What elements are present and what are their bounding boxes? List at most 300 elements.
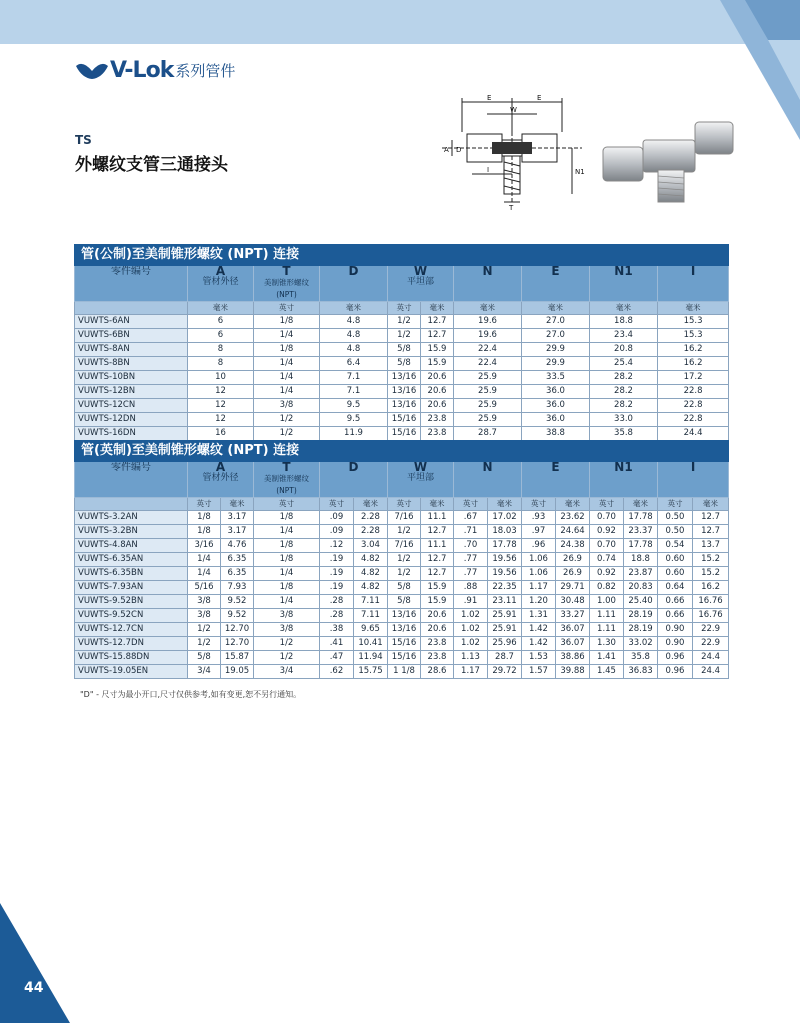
value-cell: 15.75: [354, 665, 388, 679]
part-number-cell: VUWTS-6AN: [75, 315, 188, 329]
unit-inch: 英寸: [454, 498, 488, 511]
value-cell: 28.2: [590, 385, 658, 399]
value-cell: 1.11: [590, 623, 624, 637]
value-cell: 1/2: [388, 329, 421, 343]
part-number-cell: VUWTS-19.05EN: [75, 665, 188, 679]
value-cell: 23.62: [556, 511, 590, 525]
value-cell: 1/2: [388, 315, 421, 329]
value-cell: 36.07: [556, 623, 590, 637]
imperial-spec-table: [74, 440, 729, 679]
footnote: "D" - 尺寸为最小开口,尺寸仅供参考,如有变更,恕不另行通知。: [80, 690, 302, 699]
value-cell: 1/4: [254, 329, 320, 343]
value-cell: 0.66: [658, 595, 693, 609]
diagram-label-e2: E: [537, 94, 542, 102]
unit-blank: [75, 302, 188, 315]
value-cell: 12.7: [693, 511, 729, 525]
value-cell: 7.93: [221, 581, 254, 595]
product-title: 外螺纹支管三通接头: [75, 155, 228, 175]
value-cell: 9.52: [221, 595, 254, 609]
part-number-cell: VUWTS-4.8AN: [75, 539, 188, 553]
value-cell: 13/16: [388, 609, 421, 623]
brand-suffix: 系列管件: [175, 62, 236, 80]
value-cell: .38: [320, 623, 354, 637]
value-cell: 1/4: [188, 567, 221, 581]
header-a: A 管材外径: [188, 266, 254, 302]
value-cell: 5/8: [388, 581, 421, 595]
value-cell: 16.2: [658, 357, 729, 371]
value-cell: 10.41: [354, 637, 388, 651]
value-cell: 23.4: [590, 329, 658, 343]
value-cell: 8: [188, 357, 254, 371]
value-cell: 0.74: [590, 553, 624, 567]
value-cell: 25.9: [454, 385, 522, 399]
value-cell: 23.8: [421, 427, 454, 441]
value-cell: 15.9: [421, 357, 454, 371]
part-number-cell: VUWTS-3.2AN: [75, 511, 188, 525]
value-cell: 5/8: [188, 651, 221, 665]
product-code: TS: [75, 133, 92, 147]
value-cell: 1/4: [254, 567, 320, 581]
value-cell: 4.8: [320, 343, 388, 357]
value-cell: 6.35: [221, 553, 254, 567]
value-cell: 1/2: [254, 427, 320, 441]
value-cell: 4.76: [221, 539, 254, 553]
value-cell: 1.17: [522, 581, 556, 595]
value-cell: .62: [320, 665, 354, 679]
value-cell: 5/8: [388, 595, 421, 609]
value-cell: 25.4: [590, 357, 658, 371]
value-cell: 13/16: [388, 371, 421, 385]
value-cell: 4.82: [354, 581, 388, 595]
value-cell: 28.6: [421, 665, 454, 679]
value-cell: 12.7: [421, 553, 454, 567]
value-cell: 20.6: [421, 399, 454, 413]
value-cell: 0.90: [658, 637, 693, 651]
brand-name: V-Lok: [110, 58, 174, 83]
value-cell: .71: [454, 525, 488, 539]
value-cell: 3/8: [254, 623, 320, 637]
value-cell: 13/16: [388, 623, 421, 637]
value-cell: .19: [320, 581, 354, 595]
value-cell: 15/16: [388, 427, 421, 441]
value-cell: 19.6: [454, 329, 522, 343]
value-cell: 20.83: [624, 581, 658, 595]
value-cell: 20.8: [590, 343, 658, 357]
value-cell: 12.7: [421, 567, 454, 581]
value-cell: 1/2: [388, 553, 421, 567]
part-number-cell: VUWTS-3.2BN: [75, 525, 188, 539]
unit-mm: 毫米: [488, 498, 522, 511]
value-cell: 18.8: [624, 553, 658, 567]
part-number-cell: VUWTS-6BN: [75, 329, 188, 343]
value-cell: 3/4: [254, 665, 320, 679]
value-cell: 0.54: [658, 539, 693, 553]
value-cell: 1/8: [254, 511, 320, 525]
value-cell: 20.6: [421, 609, 454, 623]
value-cell: 4.8: [320, 315, 388, 329]
value-cell: 23.8: [421, 413, 454, 427]
unit-inch: 英寸: [522, 498, 556, 511]
value-cell: 1/4: [188, 553, 221, 567]
unit-mm: 毫米: [221, 498, 254, 511]
value-cell: 16.76: [693, 595, 729, 609]
value-cell: 22.8: [658, 385, 729, 399]
value-cell: 3/8: [254, 399, 320, 413]
value-cell: .28: [320, 595, 354, 609]
value-cell: 35.8: [624, 651, 658, 665]
header-a: A 管材外径: [188, 462, 254, 498]
value-cell: .91: [454, 595, 488, 609]
unit-mm: 毫米: [320, 302, 388, 315]
table-row: [75, 413, 729, 427]
value-cell: 1/4: [254, 595, 320, 609]
value-cell: 1/8: [254, 539, 320, 553]
value-cell: 25.9: [454, 399, 522, 413]
value-cell: 9.5: [320, 413, 388, 427]
top-band: [0, 0, 800, 44]
value-cell: 0.64: [658, 581, 693, 595]
value-cell: 25.9: [454, 413, 522, 427]
value-cell: 0.90: [658, 623, 693, 637]
value-cell: 24.4: [693, 665, 729, 679]
brand-logo: [74, 58, 235, 83]
value-cell: 3/8: [188, 595, 221, 609]
value-cell: 1.53: [522, 651, 556, 665]
value-cell: 25.91: [488, 609, 522, 623]
unit-mm: 毫米: [522, 302, 590, 315]
header-d: D: [320, 462, 388, 498]
value-cell: 33.5: [522, 371, 590, 385]
diagram-label-a: A: [444, 146, 449, 154]
part-number-cell: VUWTS-12.7CN: [75, 623, 188, 637]
value-cell: .09: [320, 525, 354, 539]
value-cell: 3.04: [354, 539, 388, 553]
value-cell: 1.06: [522, 567, 556, 581]
table-row: [75, 427, 729, 441]
table-row: [75, 525, 729, 539]
unit-mm: 毫米: [693, 498, 729, 511]
unit-inch: 英寸: [590, 498, 624, 511]
value-cell: 1.45: [590, 665, 624, 679]
value-cell: 12.7: [421, 315, 454, 329]
value-cell: 1.30: [590, 637, 624, 651]
imperial-table-title: 管(英制)至美制锥形螺纹 (NPT) 连接: [75, 441, 729, 462]
value-cell: 25.40: [624, 595, 658, 609]
value-cell: 1/8: [254, 343, 320, 357]
value-cell: 23.87: [624, 567, 658, 581]
value-cell: 1/2: [388, 567, 421, 581]
value-cell: 1/2: [388, 525, 421, 539]
header-t: T 美制锥形螺纹 (NPT): [254, 266, 320, 302]
table-row: [75, 553, 729, 567]
part-number-cell: VUWTS-12CN: [75, 399, 188, 413]
table-row: [75, 329, 729, 343]
value-cell: 7.11: [354, 595, 388, 609]
value-cell: 3/8: [254, 609, 320, 623]
value-cell: 1.06: [522, 553, 556, 567]
value-cell: 2.28: [354, 525, 388, 539]
value-cell: 12: [188, 399, 254, 413]
part-number-cell: VUWTS-12DN: [75, 413, 188, 427]
part-number-cell: VUWTS-9.52BN: [75, 595, 188, 609]
value-cell: 12.7: [693, 525, 729, 539]
value-cell: 6: [188, 315, 254, 329]
value-cell: 11.94: [354, 651, 388, 665]
value-cell: 1.02: [454, 637, 488, 651]
value-cell: .09: [320, 511, 354, 525]
value-cell: 1.41: [590, 651, 624, 665]
value-cell: 17.78: [488, 539, 522, 553]
value-cell: 16.2: [693, 581, 729, 595]
value-cell: 22.9: [693, 637, 729, 651]
value-cell: 15.9: [421, 595, 454, 609]
value-cell: 25.96: [488, 637, 522, 651]
value-cell: 19.56: [488, 567, 522, 581]
value-cell: 1/2: [188, 637, 221, 651]
part-number-cell: VUWTS-8BN: [75, 357, 188, 371]
value-cell: 17.78: [624, 539, 658, 553]
value-cell: 0.50: [658, 511, 693, 525]
value-cell: 2.28: [354, 511, 388, 525]
value-cell: .93: [522, 511, 556, 525]
value-cell: 19.05: [221, 665, 254, 679]
value-cell: 1/2: [188, 623, 221, 637]
value-cell: 0.70: [590, 539, 624, 553]
value-cell: 0.96: [658, 665, 693, 679]
value-cell: 26.9: [556, 567, 590, 581]
value-cell: 22.8: [658, 413, 729, 427]
value-cell: 13/16: [388, 385, 421, 399]
diagram-label-i: I: [487, 166, 490, 174]
value-cell: 26.9: [556, 553, 590, 567]
unit-mm: 毫米: [658, 302, 729, 315]
part-number-cell: VUWTS-6.35AN: [75, 553, 188, 567]
value-cell: 1.20: [522, 595, 556, 609]
value-cell: 1/8: [254, 553, 320, 567]
value-cell: 1/2: [254, 413, 320, 427]
value-cell: 18.8: [590, 315, 658, 329]
product-photo: [598, 112, 738, 207]
value-cell: 3.17: [221, 511, 254, 525]
value-cell: 3.17: [221, 525, 254, 539]
header-n1: N1: [590, 266, 658, 302]
diagram-label-d: D: [456, 146, 462, 154]
value-cell: 7.11: [354, 609, 388, 623]
value-cell: 28.7: [488, 651, 522, 665]
header-w: W 平坦部: [388, 462, 454, 498]
part-number-cell: VUWTS-15.88DN: [75, 651, 188, 665]
table-row: [75, 637, 729, 651]
value-cell: 15.2: [693, 567, 729, 581]
header-d: D: [320, 266, 388, 302]
value-cell: 22.35: [488, 581, 522, 595]
unit-mm: 毫米: [590, 302, 658, 315]
value-cell: 6.35: [221, 567, 254, 581]
value-cell: 1.02: [454, 609, 488, 623]
table-row: [75, 651, 729, 665]
value-cell: 1.42: [522, 623, 556, 637]
value-cell: 12.70: [221, 623, 254, 637]
value-cell: 35.8: [590, 427, 658, 441]
value-cell: 22.8: [658, 399, 729, 413]
value-cell: 1 1/8: [388, 665, 421, 679]
value-cell: 16.2: [658, 343, 729, 357]
table-row: [75, 357, 729, 371]
bottom-corner-decoration: [0, 903, 70, 1023]
value-cell: 29.9: [522, 357, 590, 371]
value-cell: 17.2: [658, 371, 729, 385]
table-row: [75, 385, 729, 399]
value-cell: 5/8: [388, 357, 421, 371]
value-cell: 15/16: [388, 651, 421, 665]
table-row: [75, 539, 729, 553]
unit-mm: 毫米: [556, 498, 590, 511]
value-cell: 17.78: [624, 511, 658, 525]
value-cell: 10: [188, 371, 254, 385]
value-cell: 28.2: [590, 371, 658, 385]
value-cell: 7/16: [388, 511, 421, 525]
unit-blank: [75, 498, 188, 511]
header-e: E: [522, 462, 590, 498]
value-cell: 7/16: [388, 539, 421, 553]
unit-inch: 英寸: [388, 498, 421, 511]
value-cell: .88: [454, 581, 488, 595]
table-row: [75, 315, 729, 329]
value-cell: 29.72: [488, 665, 522, 679]
value-cell: 22.4: [454, 357, 522, 371]
value-cell: .19: [320, 567, 354, 581]
unit-mm: 毫米: [421, 302, 454, 315]
value-cell: 0.50: [658, 525, 693, 539]
value-cell: 9.65: [354, 623, 388, 637]
value-cell: 20.6: [421, 623, 454, 637]
value-cell: 3/8: [188, 609, 221, 623]
value-cell: 30.48: [556, 595, 590, 609]
value-cell: .96: [522, 539, 556, 553]
value-cell: 11.1: [421, 511, 454, 525]
diagram-label-e: E: [487, 94, 492, 102]
value-cell: 12.7: [421, 329, 454, 343]
value-cell: 28.7: [454, 427, 522, 441]
value-cell: 1/4: [254, 357, 320, 371]
unit-inch: 英寸: [254, 302, 320, 315]
value-cell: 13/16: [388, 399, 421, 413]
part-number-cell: VUWTS-8AN: [75, 343, 188, 357]
value-cell: 4.8: [320, 329, 388, 343]
unit-mm: 毫米: [421, 498, 454, 511]
value-cell: 29.71: [556, 581, 590, 595]
table-row: [75, 567, 729, 581]
value-cell: 23.8: [421, 651, 454, 665]
value-cell: 23.8: [421, 637, 454, 651]
part-number-cell: VUWTS-6.35BN: [75, 567, 188, 581]
unit-mm: 毫米: [354, 498, 388, 511]
value-cell: 4.82: [354, 567, 388, 581]
value-cell: 38.8: [522, 427, 590, 441]
value-cell: 1/8: [254, 581, 320, 595]
table-row: [75, 371, 729, 385]
part-number-cell: VUWTS-7.93AN: [75, 581, 188, 595]
value-cell: .19: [320, 553, 354, 567]
header-part: 零件编号: [75, 462, 188, 498]
value-cell: 15/16: [388, 637, 421, 651]
part-number-cell: VUWTS-9.52CN: [75, 609, 188, 623]
value-cell: 22.4: [454, 343, 522, 357]
table-row: [75, 623, 729, 637]
value-cell: 3/16: [188, 539, 221, 553]
header-i: I: [658, 462, 729, 498]
value-cell: 12: [188, 413, 254, 427]
unit-mm: 毫米: [188, 302, 254, 315]
value-cell: .47: [320, 651, 354, 665]
header-part: 零件编号: [75, 266, 188, 302]
value-cell: 1/4: [254, 385, 320, 399]
value-cell: 11.1: [421, 539, 454, 553]
value-cell: 16: [188, 427, 254, 441]
value-cell: 18.03: [488, 525, 522, 539]
value-cell: 0.82: [590, 581, 624, 595]
value-cell: 23.37: [624, 525, 658, 539]
value-cell: 1.11: [590, 609, 624, 623]
diagram-label-n1: N1: [575, 168, 585, 176]
unit-mm: 毫米: [454, 302, 522, 315]
table-row: [75, 595, 729, 609]
value-cell: .77: [454, 553, 488, 567]
value-cell: 13.7: [693, 539, 729, 553]
value-cell: 19.56: [488, 553, 522, 567]
value-cell: 0.60: [658, 553, 693, 567]
value-cell: 9.52: [221, 609, 254, 623]
value-cell: 8: [188, 343, 254, 357]
value-cell: 1/8: [188, 511, 221, 525]
part-number-cell: VUWTS-12BN: [75, 385, 188, 399]
value-cell: 17.02: [488, 511, 522, 525]
value-cell: 24.4: [693, 651, 729, 665]
value-cell: 36.07: [556, 637, 590, 651]
value-cell: 5/8: [388, 343, 421, 357]
value-cell: 1.57: [522, 665, 556, 679]
value-cell: 0.60: [658, 567, 693, 581]
value-cell: 15.87: [221, 651, 254, 665]
header-n1: N1: [590, 462, 658, 498]
value-cell: 11.9: [320, 427, 388, 441]
value-cell: 25.91: [488, 623, 522, 637]
brand-mark-icon: [74, 62, 110, 80]
value-cell: 38.86: [556, 651, 590, 665]
header-w: W 平坦部: [388, 266, 454, 302]
value-cell: 28.19: [624, 623, 658, 637]
value-cell: 24.38: [556, 539, 590, 553]
table-row: [75, 581, 729, 595]
value-cell: 1/8: [188, 525, 221, 539]
value-cell: 15.9: [421, 343, 454, 357]
value-cell: 12.7: [421, 525, 454, 539]
value-cell: 39.88: [556, 665, 590, 679]
value-cell: 1/4: [254, 525, 320, 539]
value-cell: 1.02: [454, 623, 488, 637]
value-cell: 5/16: [188, 581, 221, 595]
table-row: [75, 511, 729, 525]
unit-inch: 英寸: [188, 498, 221, 511]
header-i: I: [658, 266, 729, 302]
value-cell: 15.3: [658, 329, 729, 343]
value-cell: 33.02: [624, 637, 658, 651]
table-row: [75, 399, 729, 413]
value-cell: 12.70: [221, 637, 254, 651]
value-cell: 1/2: [254, 637, 320, 651]
value-cell: 28.19: [624, 609, 658, 623]
page-number: 44: [24, 980, 44, 996]
